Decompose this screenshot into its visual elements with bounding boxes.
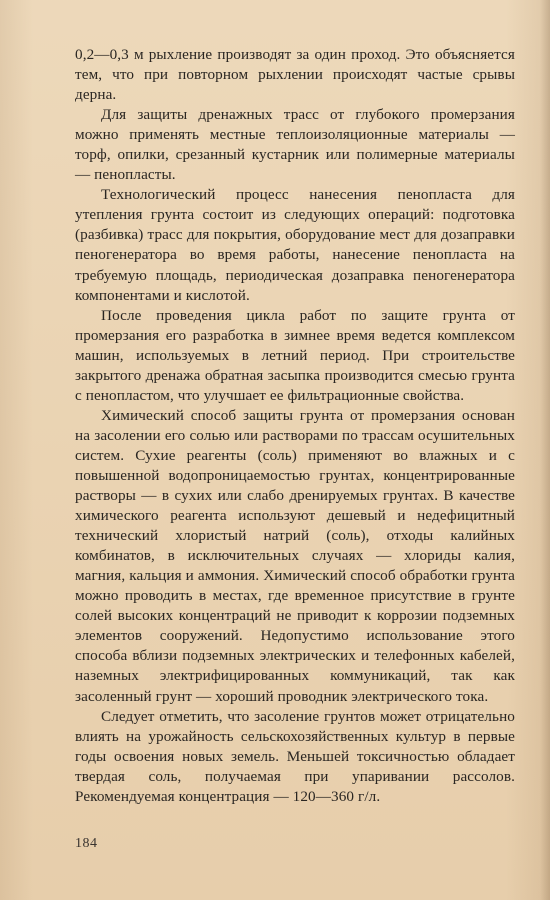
paragraph-6: Следует отметить, что засоление грунтов может отрицательно влиять на урожайность сельскохозяйственных культур в первые годы освоения новых земель. Меньшей токсичностью обладает твердая соль, получаемая при упаривании рассолов. Рекомендуемая концентрация — 120—360 г/л. <box>75 707 515 805</box>
paragraph-4: После проведения цикла работ по защите грунта от промерзания его разработка в зимнее время ведется комплексом машин, используемых в летний период. При строительстве закрытого дренажа обратная засыпка производится смесью грунта с пенопластом, что улучшает ее фильтрационные свойства. <box>75 306 515 404</box>
paragraph-5: Химический способ защиты грунта от промерзания основан на засолении его солью или растворами по трассам осушительных систем. Сухие реагенты (соль) применяют во влажных и с повышенной водопроницаемостью грунтах, концентрированные растворы — в сухих или слабо дренируемых грунтах. В качестве химического реагента используют дешевый и недефицитный технический хлористый натрий (соль), отходы калийных комбинатов, в исключительных случаях — хлориды калия, магния, кальция и аммония. Химический способ обработки грунта можно проводить в местах, где временное присутствие в грунте солей высоких концентраций не приводит к коррозии подземных элементов сооружений. Недопустимо использование этого способа вблизи подземных электрических и телефонных кабелей, наземных электрифицированных коммуникаций, так как засоленный грунт — хороший проводник электрического тока. <box>75 406 515 705</box>
paragraph-2: Для защиты дренажных трасс от глубокого промерзания можно применять местные теплоизоляционные материалы — торф, опилки, срезанный кустарник или полимерные материалы — пенопласты. <box>75 106 515 184</box>
paragraph-1: 0,2—0,3 м рыхление производят за один проход. Это объясняется тем, что при повторном рыхлении происходят частые срывы дерна. <box>75 46 515 104</box>
body-text <box>75 45 515 807</box>
page-edge-shadow <box>540 0 550 900</box>
paragraph-3: Технологический процесс нанесения пенопласта для утепления грунта состоит из следующих операций: подготовка (разбивка) трасс для покрытия, оборудование мест для дозаправки пеногенератора во время работы, нанесение пенопласта на требуемую площадь, периодическая дозаправка пеногенератора компонентами и кислотой. <box>75 186 515 304</box>
page-number: 184 <box>75 836 98 851</box>
